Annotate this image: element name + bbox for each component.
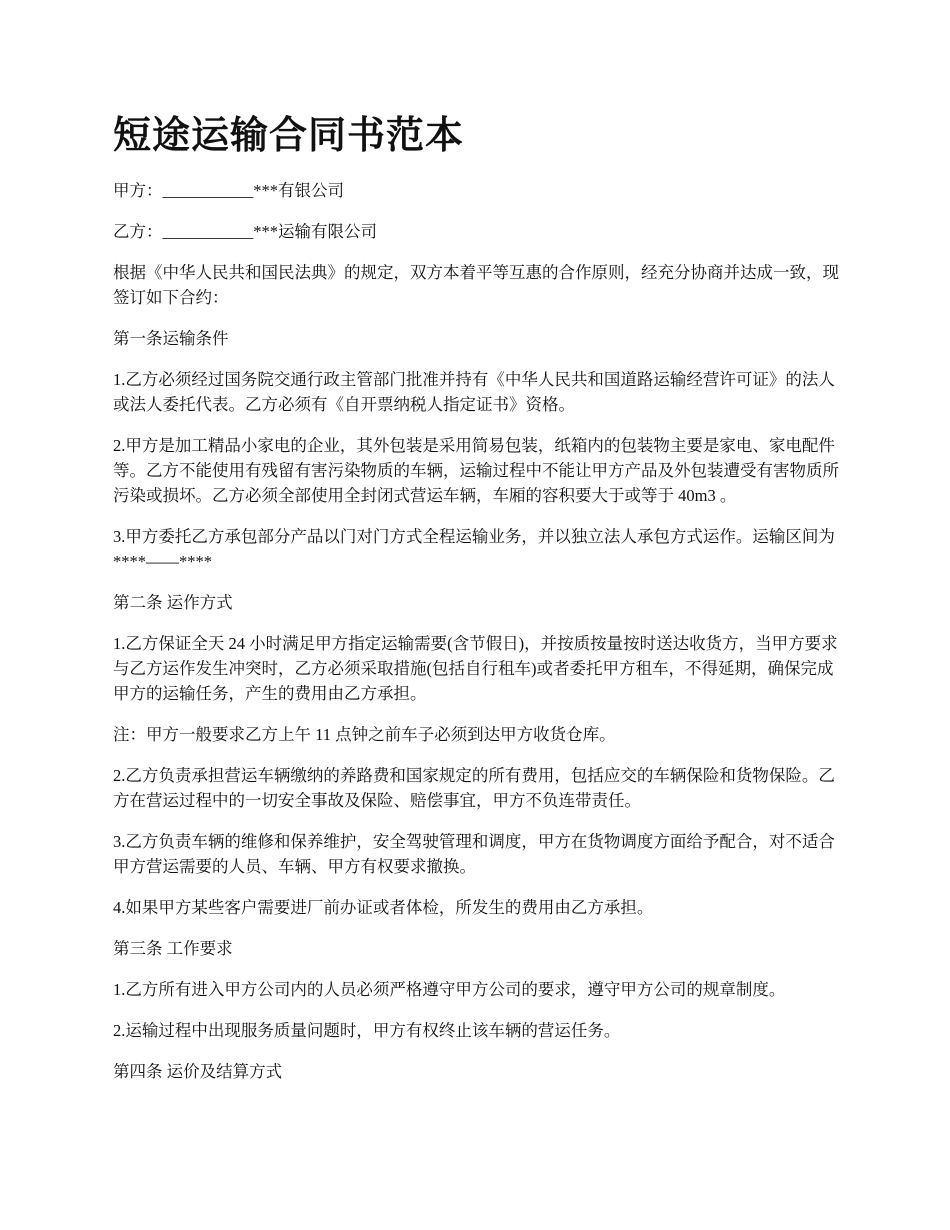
article-1-clause-3: 3.甲方委托乙方承包部分产品以门对门方式全程运输业务，并以独立法人承包方式运作。运输区间为****——**** — [113, 527, 835, 571]
document-title: 短途运输合同书范本 — [113, 115, 465, 157]
article-2-note: 注：甲方一般要求乙方上午 11 点钟之前车子必须到达甲方收货仓库。 — [113, 725, 616, 744]
article-2-clause-1: 1.乙方保证全天 24 小时满足甲方指定运输需要(含节假日)，并按质按量按时送达收货方，当甲方要求与乙方运作发生冲突时，乙方必须采取措施(包括自行租车)或者委托甲方租车，不得延期，确保完成甲方的运输任务，产生的费用由乙方承担。 — [113, 634, 838, 703]
article-2-heading: 第二条 运作方式 — [113, 593, 233, 612]
article-2-clause-3: 3.乙方负责车辆的维修和保养维护，安全驾驶管理和调度，甲方在货物调度方面给予配合，对不适合甲方营运需要的人员、车辆、甲方有权要求撤换。 — [113, 832, 835, 876]
intro-paragraph: 根据《中华人民共和国民法典》的规定，双方本着平等互惠的合作原则，经充分协商并达成一致，现签订如下合约： — [113, 263, 839, 307]
article-1-clause-1: 1.乙方必须经过国务院交通行政主管部门批准并持有《中华人民共和国道路运输经营许可证》的法人或法人委托代表。乙方必须有《自开票纳税人指定证书》资格。 — [113, 370, 835, 414]
party-b-line: 乙方：___________***运输有限公司 — [113, 222, 377, 241]
article-2-clause-2: 2.乙方负责承担营运车辆缴纳的养路费和国家规定的所有费用，包括应交的车辆保险和货物保险。乙方在营运过程中的一切安全事故及保险、赔偿事宜，甲方不负连带责任。 — [113, 766, 835, 810]
article-1-heading: 第一条运输条件 — [113, 329, 229, 348]
article-3-clause-2: 2.运输过程中出现服务质量问题时，甲方有权终止该车辆的营运任务。 — [113, 1021, 621, 1040]
article-2-clause-4: 4.如果甲方某些客户需要进厂前办证或者体检，所发生的费用由乙方承担。 — [113, 898, 654, 917]
article-4-heading: 第四条 运价及结算方式 — [113, 1062, 283, 1081]
article-1-clause-2: 2.甲方是加工精品小家电的企业，其外包装是采用简易包装，纸箱内的包装物主要是家电、家电配件等。乙方不能使用有残留有害污染物质的车辆，运输过程中不能让甲方产品及外包装遭受有害物质所污染或损坏。乙方必须全部使用全封闭式营运车辆，车厢的容积要大于或等于 40m3 。 — [113, 436, 839, 505]
article-3-clause-1: 1.乙方所有进入甲方公司内的人员必须严格遵守甲方公司的要求，遵守甲方公司的规章制度。 — [113, 980, 786, 999]
article-3-heading: 第三条 工作要求 — [113, 939, 233, 958]
document-body — [113, 178, 843, 1100]
party-a-line: 甲方：___________***有银公司 — [113, 181, 344, 200]
